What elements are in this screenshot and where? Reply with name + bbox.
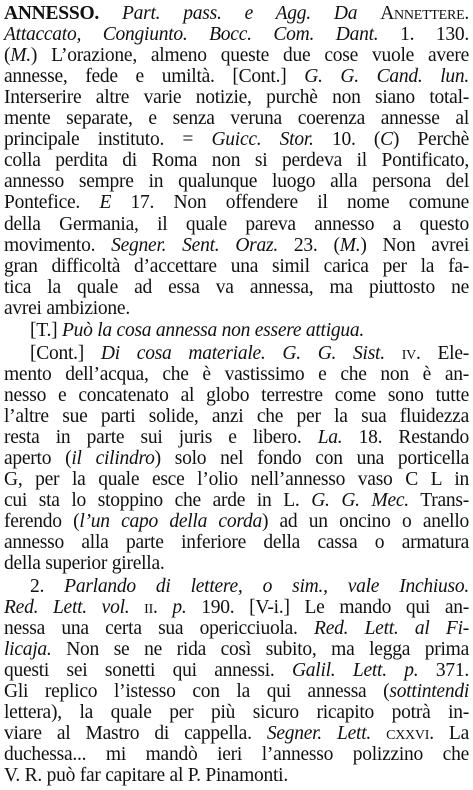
text-line — [4, 129, 469, 151]
text-span: Ele- — [420, 343, 469, 364]
text-span: Può la cosa annessa non essere attigua. — [61, 320, 365, 341]
text-span: Annettere. — [380, 3, 469, 24]
text-line — [4, 45, 469, 67]
text-line — [4, 469, 469, 491]
text-line — [4, 214, 469, 236]
text-line — [4, 490, 469, 512]
text-span: nesso e concatenato al globo terrestre come sono tutte — [4, 385, 469, 406]
text-span: cui sta lo stoppino che arde in L. — [4, 490, 312, 511]
text-span: Guicc. Stor. — [211, 129, 314, 150]
text-span: Red. Lett. vol. — [4, 597, 130, 618]
text-span: mente separate, e senza veruna coerenza annesse al — [4, 108, 469, 129]
text-span: [ — [30, 320, 37, 341]
text-span: Segner. Lett. — [266, 723, 371, 744]
text-span: avrei ambizione. — [4, 298, 130, 319]
text-span: Attaccato, Congiunto. Bocc. Com. Dant. — [4, 24, 401, 45]
text-line — [4, 765, 469, 787]
text-span: 1. 130. — [400, 24, 469, 45]
text-line — [4, 256, 469, 278]
text-line — [4, 406, 469, 428]
text-span: M. — [339, 235, 361, 256]
text-span: 17. Non offendere il nome comune — [111, 192, 470, 213]
text-line — [4, 723, 469, 745]
text-line — [4, 277, 469, 299]
text-line — [4, 618, 469, 640]
text-line — [4, 3, 469, 25]
text-line — [4, 681, 469, 703]
text-span: colla perdita di Roma non si perdeva il Pontificato, — [4, 150, 469, 171]
text-span: 23. ( — [277, 235, 340, 256]
text-span: E — [99, 192, 112, 213]
headword: ANNESSO. — [4, 3, 99, 24]
text-span: M. — [10, 45, 31, 66]
text-line — [4, 108, 469, 130]
text-span: Trans- — [408, 490, 469, 511]
text-span: Segner. Sent. Oraz. — [111, 235, 278, 256]
text-span: Gli replico l’istesso con la qui annessa ( — [4, 681, 390, 702]
text-span: p. — [172, 597, 187, 618]
text-line — [4, 744, 469, 766]
text-span: 10. ( — [313, 129, 381, 150]
text-line — [4, 660, 469, 682]
text-span: G. G. Mec. — [311, 490, 409, 511]
text-line — [4, 639, 469, 661]
text-span: gran difficoltà d’accettare una simil carica per la fa- — [4, 256, 469, 277]
text-span: l’altre sue parti solide, anzi che per la sua fluidezza — [4, 406, 469, 427]
text-span — [385, 343, 402, 364]
text-span: questi sei sonetti qui annessi. — [4, 660, 292, 681]
text-span: ii. — [144, 597, 158, 618]
text-line — [4, 385, 469, 407]
text-span: 190. [V-i.] Le mando qui an- — [186, 597, 469, 618]
text-line — [4, 150, 469, 172]
text-span: cxxvi. — [386, 723, 434, 744]
text-span: ) ad un oncino o anello — [261, 511, 469, 532]
text-line — [30, 320, 469, 342]
text-span: ] — [51, 320, 62, 341]
text-span: tica la quale ad essa va annessa, ma piuttosto ne — [4, 277, 469, 298]
text-span: annesso alla parte inferiore della cassa o armatura — [4, 532, 469, 553]
text-line — [4, 532, 469, 554]
text-span: Galil. Lett. p. — [291, 660, 419, 681]
text-span: C — [380, 129, 393, 150]
text-span: ( — [4, 45, 11, 66]
text-line — [4, 235, 469, 257]
text-span: licaja. — [4, 639, 52, 660]
text-line — [4, 427, 469, 449]
text-span: lettera), la quale per più sicuro ricapito potrà in- — [4, 702, 469, 723]
text-line — [4, 702, 469, 724]
text-span: annesse, fede e umiltà. [Cont.] — [4, 66, 305, 87]
text-span — [129, 597, 144, 618]
text-span: annesso sempre in qualunque luogo alla persona del — [4, 171, 469, 192]
text-span: Red. Lett. al Fi- — [314, 618, 469, 639]
text-span: l’un capo della corda — [79, 511, 262, 532]
text-span: principale instituto. = — [4, 129, 212, 150]
text-line — [4, 364, 469, 386]
text-span: iv. — [401, 343, 421, 364]
text-span: G. G. Cand. lun. — [304, 66, 470, 87]
text-span: T. — [36, 320, 52, 341]
text-line — [4, 66, 469, 88]
text-span: Interserire altre varie notizie, purchè non siano total- — [4, 87, 469, 108]
text-line — [4, 87, 469, 109]
text-span: della superior girella. — [4, 553, 165, 574]
text-span: resta in parte sui juris e libero. — [4, 427, 318, 448]
text-line — [4, 24, 469, 46]
text-line — [4, 511, 469, 533]
text-span: La. — [317, 427, 343, 448]
text-span: movimento. — [4, 235, 112, 256]
text-line — [4, 171, 469, 193]
text-line — [4, 192, 469, 214]
text-span: 371. — [418, 660, 470, 681]
text-span: il cilindro — [71, 448, 155, 469]
text-line — [4, 298, 469, 320]
text-span — [158, 597, 173, 618]
text-line — [4, 448, 469, 470]
text-span: Part. pass. e Agg. Da — [99, 3, 381, 24]
text-line — [4, 553, 469, 575]
text-span: aperto ( — [4, 448, 72, 469]
text-span: ) Perchè — [392, 129, 470, 150]
text-span: [Cont.] — [30, 343, 101, 364]
text-span: duchessa... mi mandò ieri l’annesso polizzino che — [4, 744, 469, 765]
text-span: ) Non avrei — [360, 235, 469, 256]
text-line — [4, 597, 469, 619]
text-span: Di cosa materiale. G. G. Sist. — [100, 343, 385, 364]
text-span: G, per la quale esce l’olio nell’annesso vaso C L in — [4, 469, 469, 490]
text-line — [30, 343, 469, 365]
text-span: ) L’orazione, almeno queste due cose vuole avere — [30, 45, 469, 66]
text-span: Pontefice. — [4, 192, 100, 213]
text-span: Non se ne rida così subito, ma legga prima — [51, 639, 469, 660]
text-span: 18. Restando — [342, 427, 470, 448]
text-span: ferendo ( — [4, 511, 80, 532]
text-span: ) solo nel fondo con una porticella — [154, 448, 470, 469]
text-span: della Germania, il quale pareva annesso a questo — [4, 214, 469, 235]
text-line — [30, 576, 469, 598]
text-span: sottintendi — [389, 681, 469, 702]
text-span: 2. — [30, 576, 65, 597]
text-span: nessa una certa sua opericciuola. — [4, 618, 315, 639]
text-span: Parlando di lettere, o sim., vale Inchiuso. — [64, 576, 470, 597]
text-span: mento dell’acqua, che è vastissimo e che non è an- — [4, 364, 469, 385]
text-span: viare al Mastro di cappella. — [4, 723, 267, 744]
text-span — [371, 723, 386, 744]
text-span: La — [433, 723, 469, 744]
text-span: V. R. può far capitare al P. Pinamonti. — [4, 765, 288, 786]
